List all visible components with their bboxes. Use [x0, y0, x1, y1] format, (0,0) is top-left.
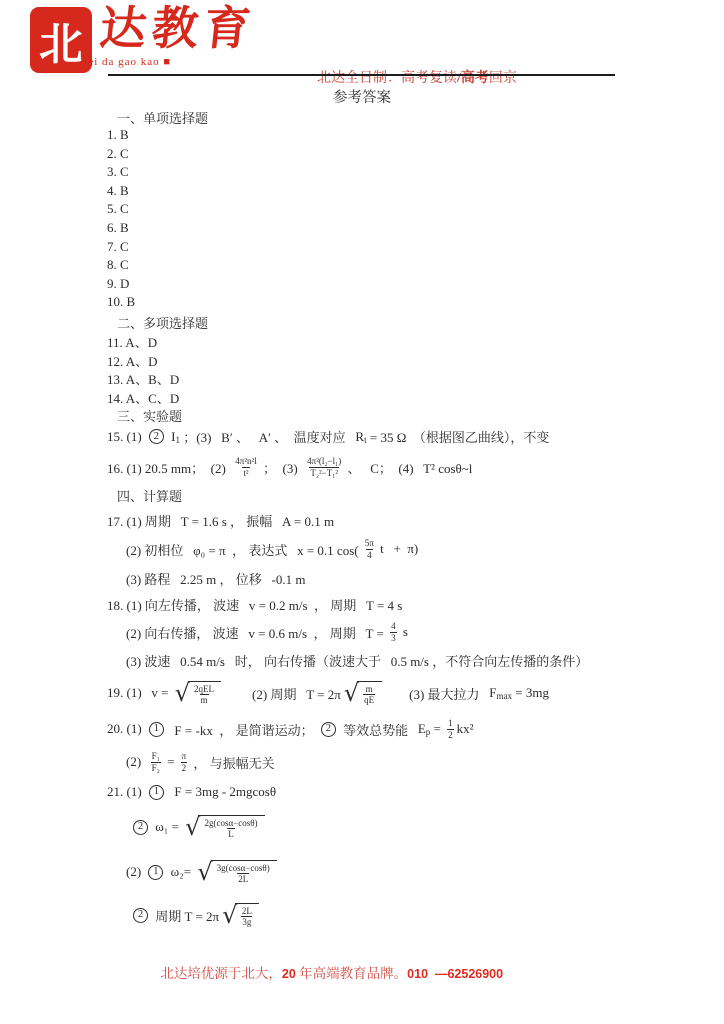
section-heading-4: 四、计算题 [117, 489, 183, 505]
answer-line: 9. D [107, 275, 130, 291]
fraction-denominator: qE [364, 695, 375, 706]
fraction [181, 751, 188, 774]
fraction-numerator: 2g(cosα−cosθ) [204, 817, 258, 828]
q16-lead: 16. (1) 20.5 mm； (2) [107, 460, 233, 476]
brand-logo-subtext: Bei da gao kao ■ [80, 56, 172, 68]
fraction [390, 621, 397, 644]
answer-line: 7. C [107, 238, 129, 254]
slogan-bold: /高考 [457, 71, 489, 86]
q17-line2-tail: t + π) [376, 541, 419, 557]
q19-force-subscript: max [496, 691, 513, 702]
fraction [307, 456, 341, 479]
fraction-numerator: 4 [391, 621, 396, 632]
radical-sign-icon: √ [222, 900, 238, 929]
fraction [365, 538, 374, 561]
q20-line1-mid2: 等效总势能 [339, 722, 418, 738]
q21-line1-formula: F = 3mg - 2mgcosθ [167, 784, 277, 800]
answer-line: 11. A、D [107, 334, 158, 350]
fraction-denominator: 2L [238, 874, 249, 885]
circled-number-icon: 2 [321, 722, 336, 737]
q21-line2-lead: ω₁ = [152, 819, 183, 835]
header-divider [108, 74, 615, 76]
answer-line: 3. C [107, 164, 129, 180]
fraction-numerator: 4π²(l₂−l₁) [307, 456, 342, 467]
q19-force-value: = 3mg [512, 685, 549, 701]
q20-line1-mid1: F = -kx ， 是简谐运动； [167, 722, 317, 738]
answer-line-q19 [107, 673, 724, 713]
fraction-numerator: π [181, 751, 187, 762]
fraction-numerator: 2qEL [194, 683, 215, 694]
fraction-denominator: L [228, 829, 234, 840]
answer-line-q21-3 [126, 849, 724, 895]
q15-resistance-subscript: t [364, 434, 367, 445]
q21-line3-mid: ω₂= [167, 864, 195, 880]
answer-line: 1. B [107, 127, 129, 142]
fraction-denominator: t² [243, 467, 249, 478]
slogan-pre: 北达全日制：高考复读 [317, 71, 457, 86]
answer-line-q18-3 [126, 647, 724, 673]
square-root [222, 900, 259, 929]
q19-part3: (3) 最大拉力 [409, 686, 490, 702]
answer-line-q17-2 [126, 533, 724, 565]
q20-line1-lead: 20. (1) [107, 721, 145, 737]
brand-seal-char: 北 [39, 20, 83, 69]
answer-line-q16 [107, 448, 724, 486]
q21-line4-lead: 周期 T = 2π [152, 908, 220, 924]
radical-sign-icon: √ [174, 678, 191, 707]
answer-line: 12. A、D [107, 353, 158, 369]
fraction-numerator: 3g(cosα−cosθ) [216, 862, 270, 873]
answer-line-q17-1 [107, 507, 724, 533]
footer-years: 20 [281, 967, 296, 981]
footer-phone: 010 —62526900 [407, 967, 504, 981]
q20-line1-tail: kx² [456, 721, 474, 737]
circled-number-icon: 1 [149, 722, 164, 737]
fraction [217, 863, 270, 886]
q19-part1: 19. (1) v = [107, 685, 172, 701]
answer-line: 13. A、B、D [107, 372, 180, 388]
circled-number-icon: 2 [133, 908, 148, 923]
fraction-numerator: 5π [364, 538, 374, 549]
square-root [174, 678, 221, 707]
answer-line: 5. C [107, 201, 129, 217]
q15-value: = 35 Ω （根据图乙曲线），不变 [366, 430, 550, 446]
radical-sign-icon: √ [343, 678, 360, 707]
q19-part2: (2) 周期 T = 2π [252, 686, 341, 702]
fraction-numerator: m [365, 683, 373, 694]
radical-sign-icon: √ [197, 857, 213, 886]
q18-line1: 18. (1) 向左传播， 波速 v = 0.2 m/s ， 周期 T = 4 s [107, 597, 403, 613]
square-root [185, 812, 264, 841]
fraction [151, 751, 161, 774]
q21-line3-lead: (2) [126, 864, 145, 880]
fraction-denominator: 2 [181, 762, 187, 773]
fraction [363, 684, 375, 707]
fraction [447, 718, 454, 741]
fraction-numerator: F₁ [151, 751, 160, 762]
fraction-denominator: 2 [448, 729, 453, 740]
radical-sign-icon: √ [185, 812, 201, 841]
q17-line2-lead: (2) 初相位 φ₀ = π ， 表达式 x = 0.1 cos( [126, 542, 362, 558]
answer-line-q21-2 [129, 805, 724, 849]
q15-mid: ；(3) B′ 、 A′ 、 温度对应 [180, 430, 356, 446]
circled-number-icon: 2 [149, 429, 164, 444]
fraction-numerator: 1 [448, 718, 453, 729]
q15-symbol: I [167, 428, 176, 444]
fraction-denominator: 3g [242, 917, 252, 928]
q20-line1-eq: = [430, 721, 445, 737]
section-heading-1: 一、单项选择题 [117, 111, 209, 126]
q17-line1: 17. (1) 周期 T = 1.6 s ， 振幅 A = 0.1 m [107, 513, 335, 529]
q20-energy: E [417, 721, 426, 737]
page-footer [0, 946, 724, 998]
circled-number-icon: 1 [149, 785, 164, 800]
q18-line2-lead: (2) 向右传播， 波速 v = 0.6 m/s ， 周期 T = [126, 625, 388, 641]
footer-text: 北达培优源于北大， [160, 966, 282, 981]
answer-line: 4. B [107, 182, 129, 198]
page-title: 参考答案 [333, 90, 391, 106]
brand-logo-text: 达教育 [97, 3, 259, 54]
answer-line-q21-4 [129, 895, 724, 935]
answer-line-q17-3 [126, 565, 724, 591]
circled-number-icon: 2 [133, 820, 148, 835]
fraction-numerator: 2L [241, 905, 252, 916]
q18-line2-tail: s [399, 624, 408, 640]
fraction [241, 906, 252, 929]
section-heading-3: 三、实验题 [117, 409, 183, 425]
fraction-denominator: T₂²−T₁² [310, 467, 339, 478]
q15-symbol-subscript: 1 [175, 434, 181, 445]
square-root [343, 678, 382, 707]
answer-line-q18-1 [107, 591, 724, 617]
answer-line: 14. A、C、D [107, 390, 180, 406]
fraction-denominator: F₂ [151, 762, 160, 773]
answer-line: 10. B [107, 294, 136, 310]
fraction-numerator: 4π²n²l [235, 456, 257, 467]
q15-resistance: R [355, 428, 365, 444]
q21-line1-lead: 21. (1) [107, 784, 145, 800]
q16-mid: ； (3) [259, 460, 305, 476]
answer-line-q21-1 [107, 779, 724, 805]
fraction-denominator: 3 [391, 632, 396, 643]
fraction-denominator: 4 [367, 549, 372, 560]
q20-line2-tail: ， 与振幅无关 [190, 755, 275, 771]
q16-tail: 、 C； (4) T² cosθ~l [344, 460, 473, 476]
answer-line-q20-1 [107, 713, 724, 745]
q19-force: F [489, 685, 497, 701]
section-heading-2: 二、多项选择题 [117, 315, 209, 331]
slogan-post: 回京 [488, 71, 517, 86]
answer-line: 8. C [107, 257, 129, 273]
answer-line-q15 [107, 425, 724, 448]
fraction-denominator: m [200, 695, 208, 706]
q20-line2-eq: = [163, 754, 178, 770]
q15-lead: 15. (1) [107, 428, 145, 444]
fraction [194, 684, 214, 707]
q20-energy-subscript: p [425, 727, 431, 738]
square-root [197, 857, 276, 886]
answer-line: 6. B [107, 219, 129, 235]
q20-line2-lead: (2) [126, 754, 148, 770]
circled-number-icon: 1 [148, 865, 163, 880]
answer-line-q20-2 [126, 745, 724, 779]
answer-sheet [0, 86, 724, 935]
q17-line3: (3) 路程 2.25 m ， 位移 -0.1 m [126, 571, 306, 587]
fraction [204, 818, 257, 841]
q18-line3: (3) 波速 0.54 m/s 时， 向右传播（波速大于 0.5 m/s ，不符合向左传播的条件） [126, 653, 589, 669]
fraction [235, 456, 256, 479]
answer-line: 2. C [107, 145, 129, 161]
answer-line-q18-2 [126, 617, 724, 647]
footer-text2: 年高端教育品牌。 [295, 966, 408, 981]
